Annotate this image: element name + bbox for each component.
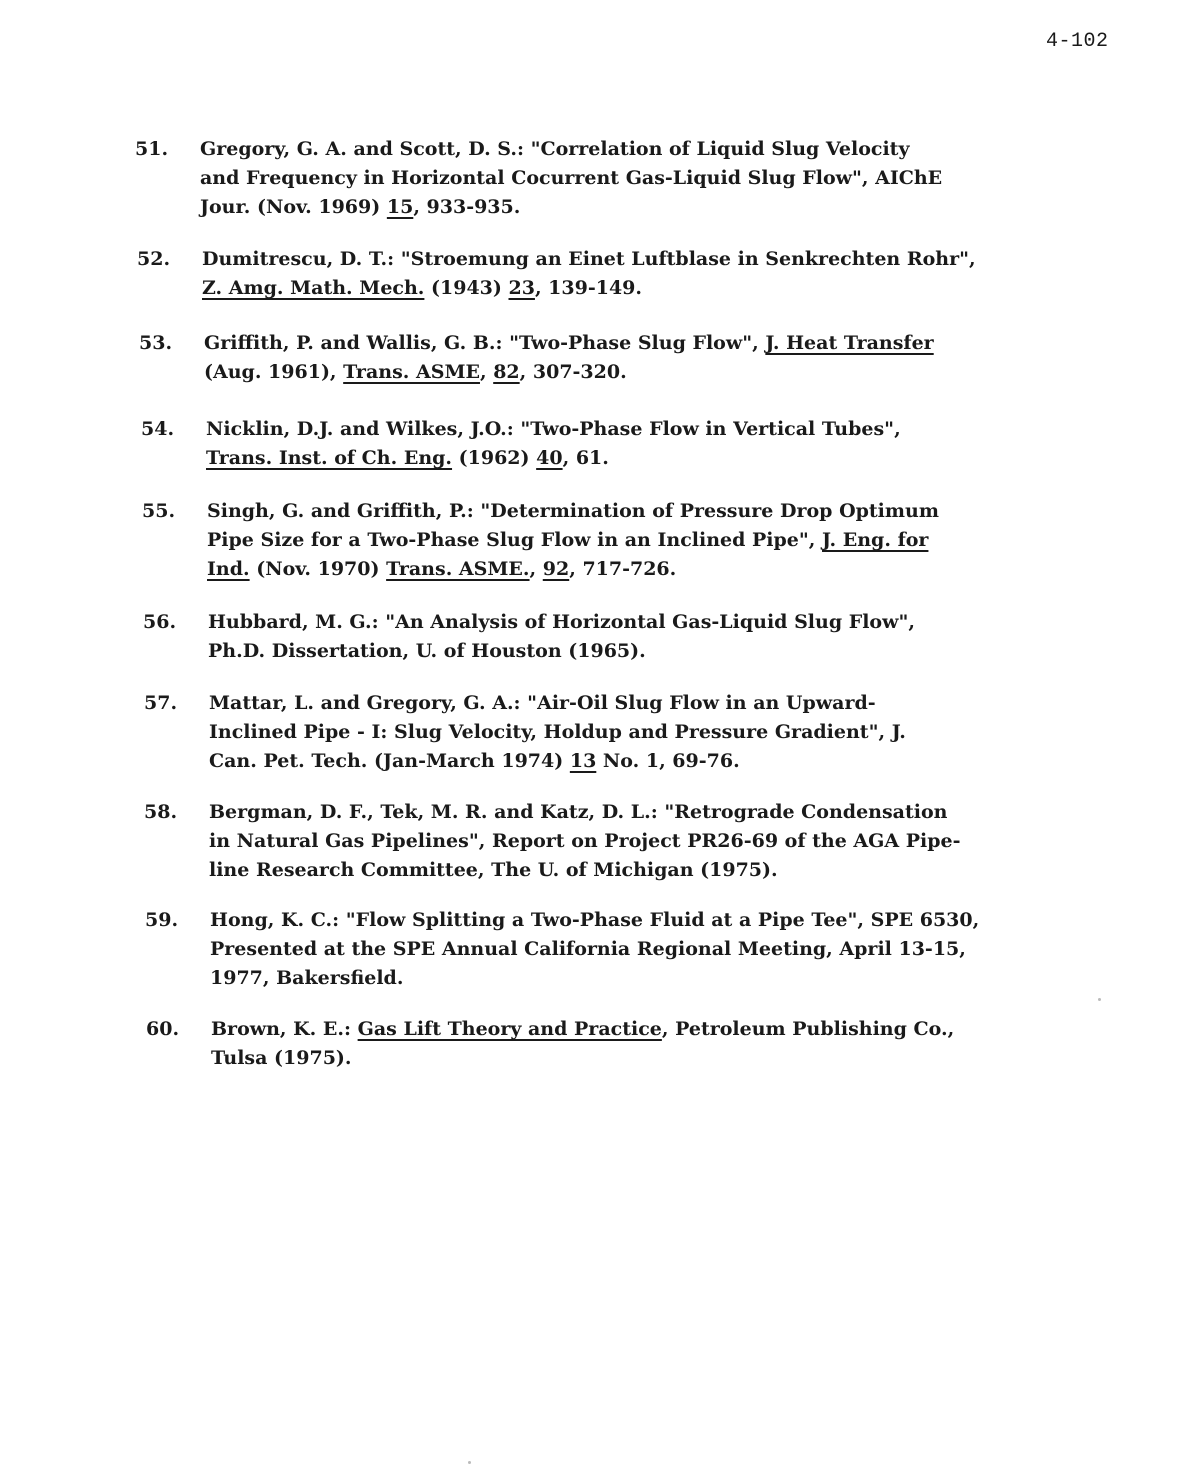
reference-number: 55. — [142, 500, 176, 522]
text-segment: (Aug. 1961), — [204, 361, 344, 383]
underlined-segment: Gas Lift Theory and Practice — [357, 1018, 662, 1040]
reference-text — [204, 329, 1034, 387]
underlined-segment: Z. Amg. Math. Mech. — [202, 277, 425, 299]
reference-item — [144, 798, 1039, 885]
text-segment: Tulsa (1975). — [211, 1047, 352, 1069]
underlined-segment: J. Eng. for — [822, 529, 929, 551]
reference-line — [211, 1044, 1041, 1073]
text-segment: Gregory, G. A. and Scott, D. S.: "Correlation of Liquid Slug Velocity — [200, 138, 910, 160]
reference-line — [200, 164, 1030, 193]
reference-text — [207, 497, 1037, 584]
underlined-segment: 40 — [536, 447, 563, 469]
reference-item — [137, 245, 1032, 303]
text-segment: Hubbard, M. G.: "An Analysis of Horizontal Gas-Liquid Slug Flow", — [208, 611, 915, 633]
reference-line — [209, 747, 1039, 776]
reference-number: 59. — [145, 909, 179, 931]
reference-line — [206, 444, 1036, 473]
reference-line — [209, 856, 1039, 885]
text-segment: line Research Committee, The U. of Michigan (1975). — [209, 859, 778, 881]
text-segment: Griffith, P. and Wallis, G. B.: "Two-Phase Slug Flow", — [204, 332, 766, 354]
text-segment: , 717-726. — [569, 558, 677, 580]
reference-line — [209, 689, 1039, 718]
reference-text — [200, 135, 1030, 222]
text-segment: Can. Pet. Tech. (Jan-March 1974) — [209, 750, 570, 772]
reference-text — [208, 608, 1038, 666]
reference-line — [208, 608, 1038, 637]
text-segment: , Petroleum Publishing Co., — [661, 1018, 955, 1040]
underlined-segment: 23 — [508, 277, 535, 299]
reference-item — [142, 497, 1037, 584]
text-segment: Pipe Size for a Two-Phase Slug Flow in an Inclined Pipe", — [207, 529, 823, 551]
text-segment: , 933-935. — [413, 196, 521, 218]
text-segment: Hong, K. C.: "Flow Splitting a Two-Phase Fluid at a Pipe Tee", SPE 6530, — [210, 909, 980, 931]
reference-line — [209, 718, 1039, 747]
reference-line — [207, 526, 1037, 555]
reference-line — [209, 798, 1039, 827]
reference-text — [209, 798, 1039, 885]
underlined-segment: 82 — [493, 361, 520, 383]
reference-number: 58. — [144, 801, 178, 823]
scan-speck — [1098, 998, 1101, 1001]
reference-item — [139, 329, 1034, 387]
reference-item — [143, 608, 1038, 666]
reference-line — [210, 964, 1040, 993]
underlined-segment: 15 — [386, 196, 414, 218]
reference-line — [200, 193, 1030, 222]
text-segment: , 139-149. — [534, 277, 643, 299]
text-segment: No. 1, 69-76. — [596, 750, 740, 772]
reference-number: 54. — [141, 418, 175, 440]
reference-line — [211, 1015, 1041, 1044]
text-segment: (1962) — [452, 447, 537, 469]
reference-line — [209, 827, 1039, 856]
reference-item — [146, 1015, 1041, 1073]
reference-line — [208, 637, 1038, 666]
underlined-segment: Ind. — [207, 558, 250, 580]
reference-text — [210, 906, 1040, 993]
reference-number: 53. — [139, 332, 173, 354]
text-segment: (Nov. 1970) — [249, 558, 387, 580]
underlined-segment: J. Heat Transfer — [765, 332, 934, 354]
reference-number: 60. — [146, 1018, 180, 1040]
text-segment: Inclined Pipe - I: Slug Velocity, Holdup and Pressure Gradient", J. — [209, 721, 906, 743]
reference-line — [204, 329, 1034, 358]
reference-text — [209, 689, 1039, 776]
reference-item — [135, 135, 1030, 222]
reference-text — [211, 1015, 1041, 1073]
text-segment: Brown, K. E.: — [211, 1018, 358, 1040]
text-segment: Jour. (Nov. 1969) — [200, 196, 387, 218]
reference-line — [210, 906, 1040, 935]
reference-text — [202, 245, 1032, 303]
reference-line — [202, 274, 1032, 303]
reference-item — [144, 689, 1039, 776]
text-segment: Ph.D. Dissertation, U. of Houston (1965). — [208, 640, 646, 662]
text-segment: 1977, Bakersfield. — [210, 967, 404, 989]
text-segment: Mattar, L. and Gregory, G. A.: "Air-Oil Slug Flow in an Upward- — [209, 692, 876, 714]
text-segment: Nicklin, D.J. and Wilkes, J.O.: "Two-Phase Flow in Vertical Tubes", — [206, 418, 901, 440]
text-segment: Presented at the SPE Annual California Regional Meeting, April 13-15, — [210, 938, 966, 960]
text-segment: Bergman, D. F., Tek, M. R. and Katz, D. L.: "Retrograde Condensation — [209, 801, 948, 823]
text-segment: , — [479, 361, 494, 383]
text-segment: , 307-320. — [519, 361, 627, 383]
underlined-segment: Trans. Inst. of Ch. Eng. — [206, 447, 453, 469]
reference-line — [207, 497, 1037, 526]
reference-line — [200, 135, 1030, 164]
text-segment: and Frequency in Horizontal Cocurrent Gas-Liquid Slug Flow", AIChE — [200, 167, 943, 189]
reference-line — [207, 555, 1037, 584]
text-segment: in Natural Gas Pipelines", Report on Project PR26-69 of the AGA Pipe- — [209, 830, 961, 852]
text-segment: , — [529, 558, 543, 580]
reference-line — [204, 358, 1034, 387]
reference-number: 52. — [137, 248, 171, 270]
text-segment: (1943) — [424, 277, 509, 299]
underlined-segment: 92 — [542, 558, 570, 580]
reference-number: 57. — [144, 692, 178, 714]
text-segment: Dumitrescu, D. T.: "Stroemung an Einet Luftblase in Senkrechten Rohr", — [202, 248, 976, 270]
scan-speck — [468, 1461, 471, 1464]
text-segment: , 61. — [562, 447, 609, 469]
underlined-segment: Trans. ASME — [343, 361, 480, 383]
reference-item — [141, 415, 1036, 473]
reference-line — [202, 245, 1032, 274]
reference-item — [145, 906, 1040, 993]
reference-text — [206, 415, 1036, 473]
text-segment: Singh, G. and Griffith, P.: "Determination of Pressure Drop Optimum — [207, 500, 939, 522]
reference-number: 56. — [143, 611, 177, 633]
underlined-segment: 13 — [569, 750, 597, 772]
underlined-segment: Trans. ASME. — [386, 558, 530, 580]
reference-line — [206, 415, 1036, 444]
page-number: 4-102 — [1046, 30, 1109, 53]
reference-line — [210, 935, 1040, 964]
reference-number: 51. — [135, 138, 169, 160]
